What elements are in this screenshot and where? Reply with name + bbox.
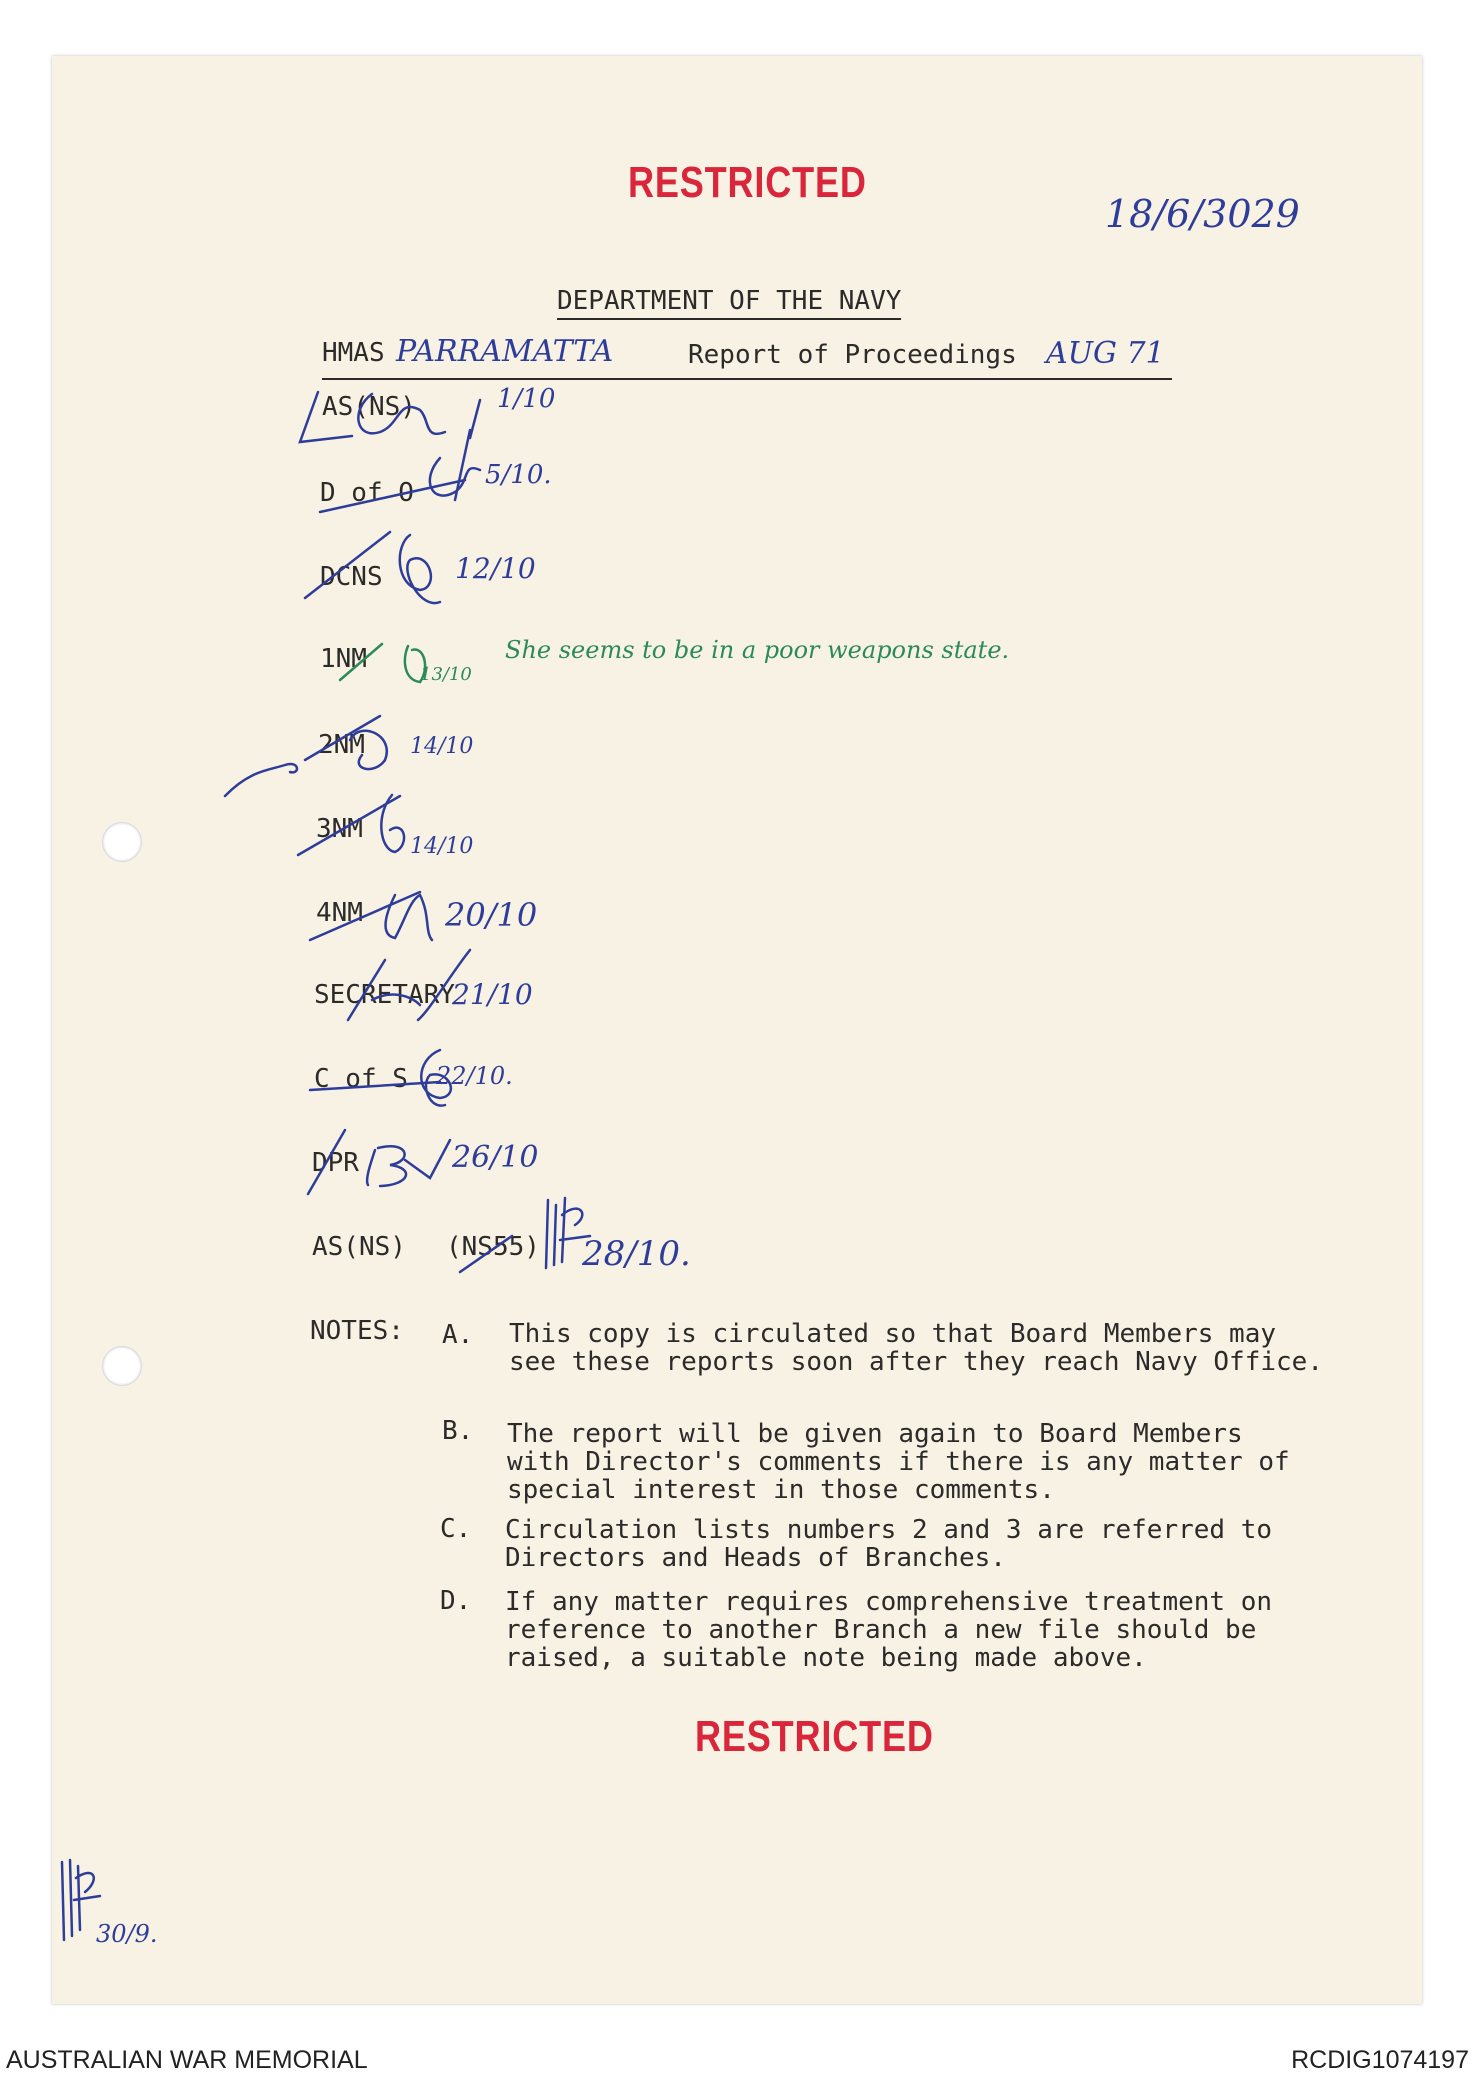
routing-office-secretary: SECRETARY (314, 980, 455, 1010)
note-text-c: Circulation lists numbers 2 and 3 are referred to Directors and Heads of Branches. (505, 1515, 1273, 1573)
routing-office-1nm: 1NM (320, 644, 367, 674)
bottom-left-annotation: 30/9. (96, 1920, 158, 1948)
routing-date-1nm: 13/10 (420, 664, 472, 685)
routing-date-as-ns: 1/10 (497, 384, 556, 414)
routing-office-as-ns-final: AS(NS) (312, 1232, 406, 1262)
note-text-b: The report will be given again to Board Members with Director's comments if there is any matter of special interest in those comments. (507, 1419, 1290, 1505)
routing-date-c-of-s: 22/10. (436, 1062, 513, 1090)
routing-office-d-of-o: D of O (320, 478, 414, 508)
file-number: 18/6/3029 (1105, 192, 1300, 236)
punch-hole-upper (102, 822, 142, 862)
report-label: Report of Proceedings (688, 340, 1017, 370)
notes-label: NOTES: (310, 1316, 404, 1346)
routing-date-4nm: 20/10 (445, 896, 538, 934)
routing-date-secretary: 21/10 (452, 978, 533, 1011)
routing-date-dcns: 12/10 (455, 552, 536, 585)
restricted-stamp-top: RESTRICTED (628, 158, 867, 207)
routing-date-2nm: 14/10 (410, 734, 474, 759)
routing-office-dcns: DCNS (320, 562, 383, 592)
note-text-a: This copy is circulated so that Board Members may see these reports soon after they reach Navy Office. (509, 1319, 1323, 1377)
routing-date-3nm: 14/10 (410, 834, 474, 859)
routing-office-ns55: (NS55) (446, 1232, 540, 1262)
footer-id: RCDIG1074197 (1291, 2046, 1469, 2074)
note-letter-b: B. (442, 1416, 474, 1446)
report-prefix: HMAS (322, 338, 385, 368)
routing-office-4nm: 4NM (316, 898, 363, 928)
restricted-stamp-bottom: RESTRICTED (695, 1712, 934, 1761)
note-letter-a: A. (442, 1320, 474, 1350)
ship-name: PARRAMATTA (396, 334, 614, 369)
routing-office-3nm: 3NM (316, 814, 363, 844)
punch-hole-lower (102, 1346, 142, 1386)
report-period: AUG 71 (1046, 336, 1165, 371)
routing-office-dpr: DPR (312, 1148, 359, 1178)
note-text-d: If any matter requires comprehensive treatment on reference to another Branch a new file should be raised, a suitable note being made above. (505, 1587, 1273, 1673)
footer-source: AUSTRALIAN WAR MEMORIAL (6, 2046, 368, 2074)
report-line (322, 334, 1172, 380)
routing-date-d-of-o: 5/10. (485, 460, 552, 490)
routing-comment-1nm: She seems to be in a poor weapons state. (505, 636, 1010, 664)
routing-date-dpr: 26/10 (452, 1140, 539, 1175)
routing-office-as-ns: AS(NS) (322, 392, 416, 422)
note-letter-c: C. (440, 1514, 472, 1544)
note-letter-d: D. (440, 1586, 472, 1616)
routing-date-as-ns-final: 28/10. (582, 1234, 691, 1274)
routing-office-2nm: 2NM (318, 730, 365, 760)
department-heading: DEPARTMENT OF THE NAVY (557, 286, 901, 320)
routing-office-c-of-s: C of S (314, 1064, 408, 1094)
